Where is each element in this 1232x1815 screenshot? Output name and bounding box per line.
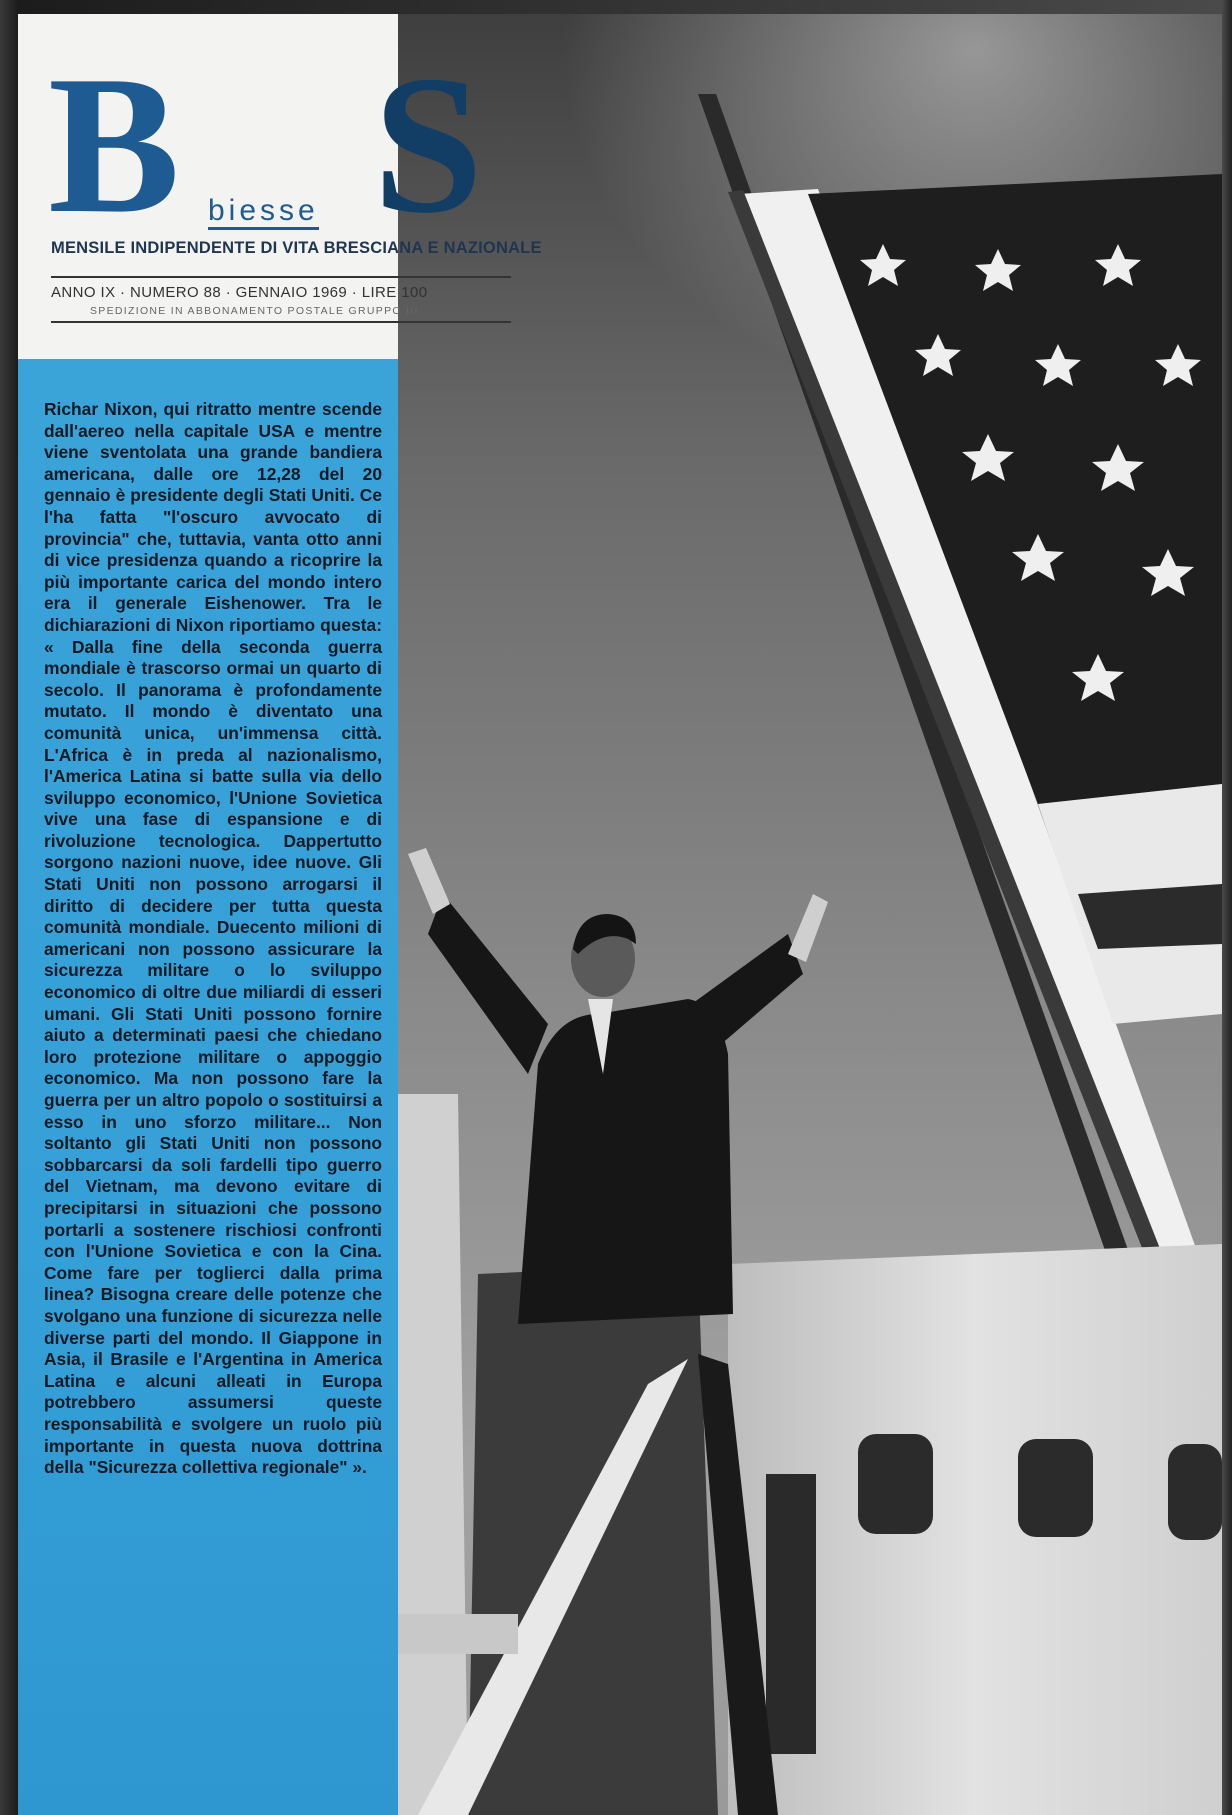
cover-photo [398,14,1222,1815]
logo-letter-b: B [48,35,177,254]
aircraft-window [1018,1439,1093,1537]
postal-info: SPEDIZIONE IN ABBONAMENTO POSTALE GRUPPO III [90,305,419,317]
cover-photo-illustration [398,14,1222,1815]
magazine-cover [18,14,1222,1815]
aircraft-window [858,1434,933,1534]
logo-wordmark: biesse [208,196,319,230]
issue-rule-top [51,276,511,278]
magazine-tagline: MENSILE INDIPENDENTE DI VITA BRESCIANA E NAZIONALE [51,239,542,257]
logo-letter-s: S [373,35,484,254]
cover-caption: Richar Nixon, qui ritratto mentre scende dall'aereo nella capitale USA e mentre viene sventolata una grande bandiera americana, dalle ore 12,28 del 20 gennaio è presidente degli Stati Uniti. Ce l'ha fatta "l'oscuro avvocato di provincia" che, tuttavia, vanta otto anni di vice presidenza quando a ricoprire la più importante carica del mondo intero era il generale Eishenower. Tra le dichiarazioni di Nixon riportiamo questa: « Dalla fine della seconda guerra mondiale è trascorso ormai un quarto di secolo. Il panorama è profondamente mutato. Il mondo è diventato una comunità unica, un'immensa città. L'Africa è in preda al nazionalismo, l'America Latina si batte sulla via dello sviluppo economico, l'Unione Sovietica vive una fase di espansione e di rivoluzione tecnologica. Dappertutto sorgono nazioni nuove, idee nuove. Gli Stati Uniti non possono arrogarsi il diritto di decidere per tutta questa comunità mondiale. Duecento milioni di americani non possono assicurare la sicurezza militare o lo sviluppo economico di oltre due miliardi di esseri umani. Gli Stati Uniti possono fornire aiuto a determinati paesi che chiedano loro protezione militare o appoggio economico. Ma non possono fare la guerra per un altro popolo o sostituirsi a esso in uno sforzo militare... Non soltanto gli Stati Uniti non possono sobbarcarsi da soli fardelli tipo guerro del Vietnam, ma devono evitare di precipitarsi in situazioni che possono portarli a sostenere rischiosi confronti con l'Unione Sovietica e con la Cina. Come fare per toglierci dalla prima linea? Bisogna creare delle potenze che svolgano una funzione di sicurezza nelle diverse parti del mondo. Il Giappone in Asia, il Brasile e l'Argentina in America Latina e alcuni alleati in Europa potrebbero assumersi queste responsabilità e svolgere un ruolo più importante in questa nuova dottrina della "Sicurezza collettiva regionale" ». [44,399,382,1478]
issue-info: ANNO IX · NUMERO 88 · GENNAIO 1969 · LIRE 100 [51,284,428,301]
issue-rule-bottom [51,321,511,323]
aircraft-window [1168,1444,1222,1540]
aircraft-door-frame [766,1474,816,1754]
